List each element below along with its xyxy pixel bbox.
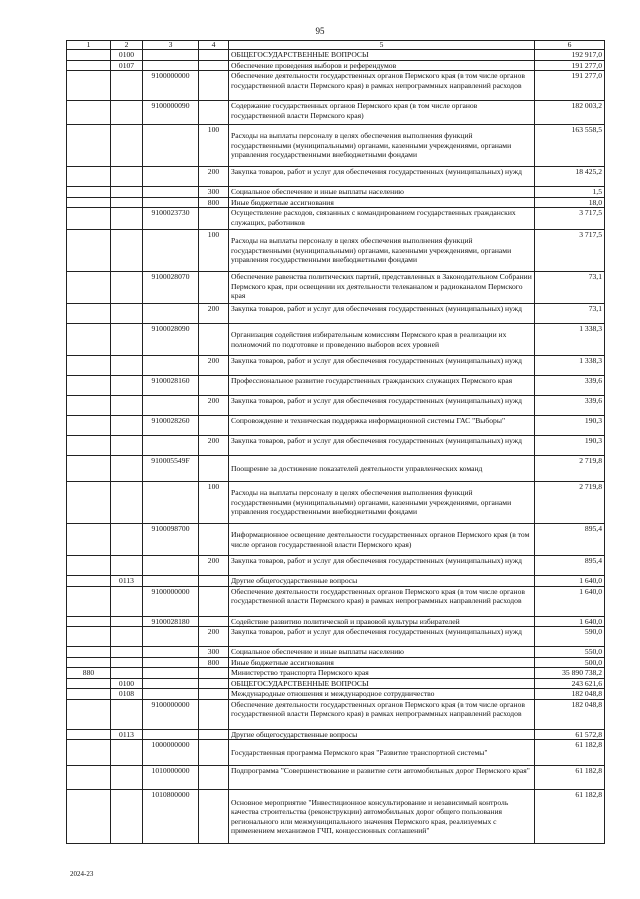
- amount-cell: 191 277,0: [535, 60, 605, 71]
- description-cell: Обеспечение деятельности государственных органов Пермского края (в том числе органов государственной власти Пермского края) в рамках непрограммных направлений расходов: [229, 71, 535, 101]
- section-cell: [111, 647, 143, 658]
- expense-type-cell: 100: [199, 482, 229, 524]
- amount-cell: 895,4: [535, 556, 605, 576]
- code-cell: [67, 524, 111, 556]
- code-cell: [67, 50, 111, 61]
- table-row: [67, 627, 605, 647]
- section-cell: [111, 524, 143, 556]
- description-cell: Государственная программа Пермского края "Развитие транспортной системы": [229, 740, 535, 766]
- header-cell: 6: [535, 41, 605, 50]
- amount-cell: 550,0: [535, 647, 605, 658]
- target-article-cell: [143, 304, 199, 324]
- code-cell: [67, 208, 111, 230]
- table-row: [67, 304, 605, 324]
- table-row: [67, 740, 605, 766]
- section-cell: [111, 304, 143, 324]
- expense-type-cell: [199, 616, 229, 627]
- expense-type-cell: 800: [199, 197, 229, 208]
- amount-cell: 1 640,0: [535, 616, 605, 627]
- target-article-cell: [143, 689, 199, 700]
- description-cell: Иные бюджетные ассигнования: [229, 197, 535, 208]
- code-cell: [67, 101, 111, 125]
- section-cell: [111, 482, 143, 524]
- footer-code: 2024-23: [70, 870, 94, 878]
- code-cell: [67, 678, 111, 689]
- target-article-cell: 1010000000: [143, 766, 199, 790]
- description-cell: Профессиональное развитие государственных гражданских служащих Пермского края: [229, 376, 535, 396]
- amount-cell: 191 277,0: [535, 71, 605, 101]
- table-row: [67, 187, 605, 198]
- table-row: [67, 436, 605, 456]
- budget-table: [66, 40, 605, 844]
- description-cell: Расходы на выплаты персоналу в целях обеспечения выполнения функций государственными (муниципальными) органами, казенными учреждениями, органами управления государственными внебюджетными фондами: [229, 482, 535, 524]
- table-row: [67, 101, 605, 125]
- code-cell: [67, 456, 111, 482]
- amount-cell: 61 182,8: [535, 790, 605, 844]
- table-row: [67, 678, 605, 689]
- description-cell: Обеспечение деятельности государственных органов Пермского края (в том числе органов государственной власти Пермского края) в рамках непрограммных направлений расходов: [229, 586, 535, 616]
- table-row: [67, 125, 605, 167]
- description-cell: Сопровождение и техническая поддержка информационной системы ГАС "Выборы": [229, 416, 535, 436]
- target-article-cell: [143, 356, 199, 376]
- section-cell: [111, 790, 143, 844]
- expense-type-cell: [199, 790, 229, 844]
- table-row: [67, 729, 605, 740]
- amount-cell: 182 003,2: [535, 101, 605, 125]
- expense-type-cell: [199, 576, 229, 587]
- code-cell: [67, 304, 111, 324]
- target-article-cell: 9100028180: [143, 616, 199, 627]
- target-article-cell: 9100000090: [143, 101, 199, 125]
- section-cell: 0113: [111, 729, 143, 740]
- target-article-cell: [143, 647, 199, 658]
- expense-type-cell: [199, 208, 229, 230]
- target-article-cell: [143, 678, 199, 689]
- table-row: [67, 699, 605, 729]
- code-cell: [67, 647, 111, 658]
- expense-type-cell: [199, 101, 229, 125]
- expense-type-cell: 200: [199, 436, 229, 456]
- target-article-cell: [143, 657, 199, 668]
- expense-type-cell: 300: [199, 187, 229, 198]
- target-article-cell: [143, 729, 199, 740]
- expense-type-cell: [199, 50, 229, 61]
- code-cell: [67, 272, 111, 304]
- description-cell: Обеспечение проведения выборов и референдумов: [229, 60, 535, 71]
- target-article-cell: [143, 668, 199, 679]
- expense-type-cell: [199, 524, 229, 556]
- description-cell: Поощрение за достижение показателей деятельности управленческих команд: [229, 456, 535, 482]
- expense-type-cell: [199, 740, 229, 766]
- code-cell: [67, 416, 111, 436]
- description-cell: Иные бюджетные ассигнования: [229, 657, 535, 668]
- code-cell: [67, 436, 111, 456]
- section-cell: [111, 699, 143, 729]
- expense-type-cell: [199, 689, 229, 700]
- expense-type-cell: 200: [199, 627, 229, 647]
- target-article-cell: 9100028260: [143, 416, 199, 436]
- amount-cell: 500,0: [535, 657, 605, 668]
- code-cell: [67, 556, 111, 576]
- description-cell: ОБЩЕГОСУДАРСТВЕННЫЕ ВОПРОСЫ: [229, 678, 535, 689]
- table-row: [67, 416, 605, 436]
- expense-type-cell: [199, 668, 229, 679]
- code-cell: [67, 657, 111, 668]
- section-cell: [111, 197, 143, 208]
- target-article-cell: 9100000000: [143, 71, 199, 101]
- section-cell: [111, 356, 143, 376]
- code-cell: [67, 356, 111, 376]
- amount-cell: 61 182,8: [535, 740, 605, 766]
- code-cell: [67, 71, 111, 101]
- section-cell: [111, 125, 143, 167]
- section-cell: [111, 187, 143, 198]
- description-cell: Осуществление расходов, связанных с командированием государственных гражданских служащих, работников: [229, 208, 535, 230]
- amount-cell: 182 048,8: [535, 689, 605, 700]
- section-cell: [111, 230, 143, 272]
- table-row: [67, 586, 605, 616]
- table-row: [67, 208, 605, 230]
- amount-cell: 1,5: [535, 187, 605, 198]
- description-cell: Основное мероприятие "Инвестиционное консультирование и независимый контроль качества строительства (реконструкции) автомобильных дорог общего пользования регионального или межмуниципального значения Пермского края, реализуемых с применением механизмов ГЧП, концессионных соглашений": [229, 790, 535, 844]
- header-cell: 3: [143, 41, 199, 50]
- expense-type-cell: 100: [199, 125, 229, 167]
- table-row: [67, 272, 605, 304]
- target-article-cell: [143, 230, 199, 272]
- expense-type-cell: [199, 60, 229, 71]
- target-article-cell: 1000000000: [143, 740, 199, 766]
- target-article-cell: [143, 60, 199, 71]
- table-row: [67, 766, 605, 790]
- section-cell: [111, 586, 143, 616]
- amount-cell: 192 917,0: [535, 50, 605, 61]
- expense-type-cell: [199, 586, 229, 616]
- section-cell: [111, 436, 143, 456]
- amount-cell: 1 338,3: [535, 356, 605, 376]
- code-cell: [67, 689, 111, 700]
- amount-cell: 163 558,5: [535, 125, 605, 167]
- section-cell: 0108: [111, 689, 143, 700]
- section-cell: [111, 376, 143, 396]
- target-article-cell: [143, 627, 199, 647]
- table-row: [67, 60, 605, 71]
- description-cell: Закупка товаров, работ и услуг для обеспечения государственных (муниципальных) нужд: [229, 356, 535, 376]
- target-article-cell: 9100000000: [143, 586, 199, 616]
- code-cell: [67, 740, 111, 766]
- description-cell: Социальное обеспечение и иные выплаты населению: [229, 647, 535, 658]
- target-article-cell: [143, 187, 199, 198]
- expense-type-cell: [199, 376, 229, 396]
- table-row: [67, 616, 605, 627]
- description-cell: Закупка товаров, работ и услуг для обеспечения государственных (муниципальных) нужд: [229, 556, 535, 576]
- table-row: [67, 524, 605, 556]
- amount-cell: 2 719,8: [535, 482, 605, 524]
- table-row: [67, 576, 605, 587]
- table-row: [67, 456, 605, 482]
- expense-type-cell: [199, 324, 229, 356]
- amount-cell: 590,0: [535, 627, 605, 647]
- description-cell: Закупка товаров, работ и услуг для обеспечения государственных (муниципальных) нужд: [229, 627, 535, 647]
- amount-cell: 895,4: [535, 524, 605, 556]
- header-cell: 1: [67, 41, 111, 50]
- section-cell: 0100: [111, 678, 143, 689]
- description-cell: Обеспечение равенства политических партий, представленных в Законодательном Собрании Пермского края, при освещении их деятельности телеканалом и радиоканалом Пермского края: [229, 272, 535, 304]
- code-cell: [67, 230, 111, 272]
- code-cell: [67, 699, 111, 729]
- section-cell: [111, 766, 143, 790]
- target-article-cell: 9100028160: [143, 376, 199, 396]
- table-row: [67, 790, 605, 844]
- code-cell: [67, 766, 111, 790]
- code-cell: [67, 167, 111, 187]
- code-cell: [67, 197, 111, 208]
- description-cell: Расходы на выплаты персоналу в целях обеспечения выполнения функций государственными (муниципальными) органами, казенными учреждениями, органами управления государственными внебюджетными фондами: [229, 230, 535, 272]
- description-cell: Другие общегосударственные вопросы: [229, 729, 535, 740]
- expense-type-cell: 200: [199, 556, 229, 576]
- section-cell: [111, 668, 143, 679]
- description-cell: Социальное обеспечение и иные выплаты населению: [229, 187, 535, 198]
- target-article-cell: [143, 396, 199, 416]
- table-row: [67, 482, 605, 524]
- amount-cell: 18,0: [535, 197, 605, 208]
- code-cell: [67, 187, 111, 198]
- table-row: [67, 556, 605, 576]
- description-cell: Международные отношения и международное сотрудничество: [229, 689, 535, 700]
- code-cell: [67, 324, 111, 356]
- expense-type-cell: 100: [199, 230, 229, 272]
- target-article-cell: [143, 167, 199, 187]
- description-cell: Содействие развитию политической и правовой культуры избирателей: [229, 616, 535, 627]
- target-article-cell: 1010800000: [143, 790, 199, 844]
- description-cell: Расходы на выплаты персоналу в целях обеспечения выполнения функций государственными (муниципальными) органами, казенными учреждениями, органами управления государственными внебюджетными фондами: [229, 125, 535, 167]
- amount-cell: 73,1: [535, 304, 605, 324]
- code-cell: [67, 790, 111, 844]
- table-row: [67, 376, 605, 396]
- target-article-cell: 9100028070: [143, 272, 199, 304]
- target-article-cell: 9100028090: [143, 324, 199, 356]
- header-cell: 4: [199, 41, 229, 50]
- section-cell: [111, 101, 143, 125]
- section-cell: [111, 396, 143, 416]
- header-cell: 2: [111, 41, 143, 50]
- section-cell: [111, 324, 143, 356]
- code-cell: [67, 627, 111, 647]
- section-cell: [111, 740, 143, 766]
- amount-cell: 73,1: [535, 272, 605, 304]
- header-cell: 5: [229, 41, 535, 50]
- table-row: [67, 50, 605, 61]
- expense-type-cell: [199, 456, 229, 482]
- code-cell: [67, 482, 111, 524]
- amount-cell: 243 621,6: [535, 678, 605, 689]
- code-cell: [67, 60, 111, 71]
- description-cell: Закупка товаров, работ и услуг для обеспечения государственных (муниципальных) нужд: [229, 396, 535, 416]
- section-cell: [111, 456, 143, 482]
- amount-cell: 1 338,3: [535, 324, 605, 356]
- description-cell: Закупка товаров, работ и услуг для обеспечения государственных (муниципальных) нужд: [229, 167, 535, 187]
- target-article-cell: [143, 576, 199, 587]
- target-article-cell: 910005549F: [143, 456, 199, 482]
- amount-cell: 1 640,0: [535, 586, 605, 616]
- code-cell: 880: [67, 668, 111, 679]
- amount-cell: 190,3: [535, 416, 605, 436]
- table-row: [67, 356, 605, 376]
- target-article-cell: 9100023730: [143, 208, 199, 230]
- target-article-cell: [143, 125, 199, 167]
- section-cell: 0113: [111, 576, 143, 587]
- section-cell: [111, 616, 143, 627]
- amount-cell: 339,6: [535, 396, 605, 416]
- description-cell: Обеспечение деятельности государственных органов Пермского края (в том числе органов государственной власти Пермского края) в рамках непрограммных направлений расходов: [229, 699, 535, 729]
- amount-cell: 2 719,8: [535, 456, 605, 482]
- target-article-cell: [143, 556, 199, 576]
- section-cell: [111, 416, 143, 436]
- table-row: [67, 657, 605, 668]
- expense-type-cell: 800: [199, 657, 229, 668]
- table-row: [67, 230, 605, 272]
- expense-type-cell: [199, 416, 229, 436]
- description-cell: ОБЩЕГОСУДАРСТВЕННЫЕ ВОПРОСЫ: [229, 50, 535, 61]
- code-cell: [67, 125, 111, 167]
- expense-type-cell: [199, 272, 229, 304]
- table-row: [67, 668, 605, 679]
- table-row: [67, 71, 605, 101]
- amount-cell: 61 182,8: [535, 766, 605, 790]
- section-cell: [111, 208, 143, 230]
- section-cell: [111, 556, 143, 576]
- section-cell: 0107: [111, 60, 143, 71]
- expense-type-cell: [199, 71, 229, 101]
- expense-type-cell: 200: [199, 304, 229, 324]
- expense-type-cell: [199, 699, 229, 729]
- section-cell: [111, 71, 143, 101]
- table-row: [67, 197, 605, 208]
- description-cell: Другие общегосударственные вопросы: [229, 576, 535, 587]
- expense-type-cell: 200: [199, 356, 229, 376]
- target-article-cell: [143, 482, 199, 524]
- description-cell: Информационное освещение деятельности государственных органов Пермского края (в том числе органов государственной власти Пермского края): [229, 524, 535, 556]
- target-article-cell: [143, 50, 199, 61]
- table-row: [67, 324, 605, 356]
- description-cell: Закупка товаров, работ и услуг для обеспечения государственных (муниципальных) нужд: [229, 436, 535, 456]
- code-cell: [67, 376, 111, 396]
- section-cell: [111, 272, 143, 304]
- code-cell: [67, 576, 111, 587]
- target-article-cell: [143, 436, 199, 456]
- amount-cell: 18 425,2: [535, 167, 605, 187]
- description-cell: Организация содействия избирательным комиссиям Пермского края в реализации их полномочий по подготовке и проведению выборов всех уровней: [229, 324, 535, 356]
- section-cell: [111, 657, 143, 668]
- amount-cell: 339,6: [535, 376, 605, 396]
- expense-type-cell: [199, 729, 229, 740]
- code-cell: [67, 586, 111, 616]
- amount-cell: 3 717,5: [535, 230, 605, 272]
- amount-cell: 190,3: [535, 436, 605, 456]
- table-row: [67, 647, 605, 658]
- amount-cell: 3 717,5: [535, 208, 605, 230]
- amount-cell: 182 048,8: [535, 699, 605, 729]
- expense-type-cell: 200: [199, 167, 229, 187]
- amount-cell: 35 890 738,2: [535, 668, 605, 679]
- expense-type-cell: 300: [199, 647, 229, 658]
- amount-cell: 61 572,8: [535, 729, 605, 740]
- section-cell: [111, 167, 143, 187]
- description-cell: Министерство транспорта Пермского края: [229, 668, 535, 679]
- target-article-cell: [143, 197, 199, 208]
- description-cell: Содержание государственных органов Пермского края (в том числе органов государственной власти Пермского края): [229, 101, 535, 125]
- table-row: [67, 396, 605, 416]
- description-cell: Подпрограмма "Совершенствование и развитие сети автомобильных дорог Пермского края": [229, 766, 535, 790]
- code-cell: [67, 729, 111, 740]
- expense-type-cell: [199, 678, 229, 689]
- section-cell: [111, 627, 143, 647]
- page-number: 95: [315, 26, 325, 36]
- target-article-cell: 9100098700: [143, 524, 199, 556]
- amount-cell: 1 640,0: [535, 576, 605, 587]
- target-article-cell: 9100000000: [143, 699, 199, 729]
- expense-type-cell: [199, 766, 229, 790]
- code-cell: [67, 396, 111, 416]
- table-row: [67, 689, 605, 700]
- table-row: [67, 167, 605, 187]
- section-cell: 0100: [111, 50, 143, 61]
- expense-type-cell: 200: [199, 396, 229, 416]
- code-cell: [67, 616, 111, 627]
- header-row: [67, 41, 605, 50]
- description-cell: Закупка товаров, работ и услуг для обеспечения государственных (муниципальных) нужд: [229, 304, 535, 324]
